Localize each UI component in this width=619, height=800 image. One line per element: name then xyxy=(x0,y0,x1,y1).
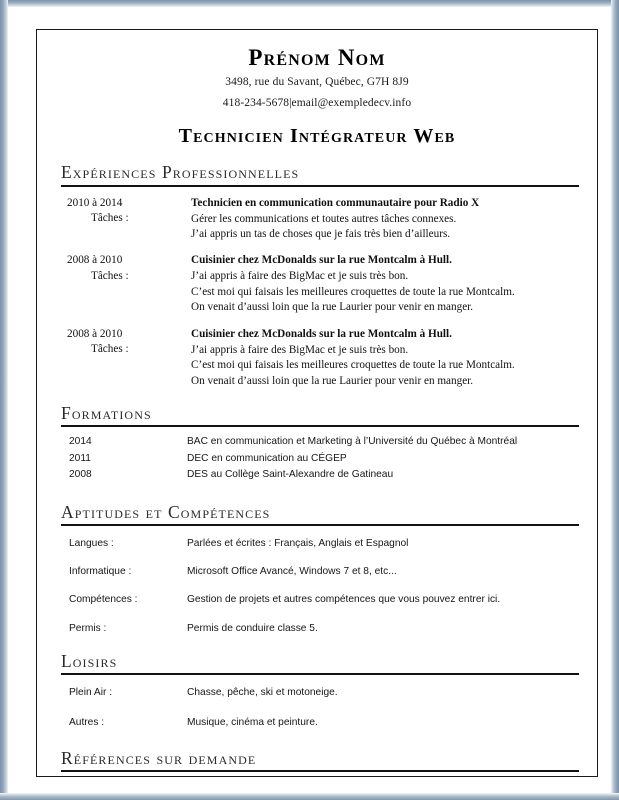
contact-phone-email: 418-234-5678|email@exempledecv.info xyxy=(222,96,412,109)
job-title: Technicien Intégrateur Web xyxy=(178,125,456,148)
experience-period-column xyxy=(61,196,191,243)
formation-year: 2014 xyxy=(69,436,92,448)
window-edge-left xyxy=(0,0,8,800)
page-sheet xyxy=(8,7,611,793)
section-rule-aptitudes xyxy=(61,524,579,526)
experience-period: 2008 à 2010 xyxy=(67,254,123,267)
experience-period-column xyxy=(61,253,191,315)
experience-period-column xyxy=(61,327,191,389)
experience-detail-column xyxy=(191,327,579,389)
loisir-value: Chasse, pêche, ski et motoneige. xyxy=(187,687,338,699)
experience-task-line: J’ai appris à faire des BigMac et je suis très bon. xyxy=(191,270,409,283)
aptitude-value: Parlées et écrites : Français, Anglais et Espagnol xyxy=(187,537,409,549)
experience-task-line: Gérer les communications et toutes autres tâches connexes. xyxy=(191,212,457,225)
spacer xyxy=(37,484,597,490)
page-title: Prénom Nom xyxy=(248,45,386,70)
section-rule-experiences xyxy=(61,185,579,187)
experience-detail-column xyxy=(191,253,579,315)
section-references xyxy=(61,748,579,772)
aptitude-label: Informatique : xyxy=(69,566,132,578)
aptitude-label: Langues : xyxy=(69,537,114,549)
spacer xyxy=(37,389,597,403)
aptitude-label: Compétences : xyxy=(69,594,138,606)
formation-row xyxy=(61,467,579,484)
formation-detail: BAC en communication et Marketing à l’Université du Québec à Montréal xyxy=(187,436,518,448)
formation-row xyxy=(61,451,579,468)
loisir-label: Autres : xyxy=(69,716,105,728)
experience-entry xyxy=(61,253,579,315)
experience-task-line: On venait d’aussi loin que la rue Laurier pour venir en manger. xyxy=(191,374,474,387)
aptitude-row xyxy=(61,564,579,579)
formation-row xyxy=(61,434,579,451)
experience-entry xyxy=(61,196,579,243)
section-experiences xyxy=(61,162,579,389)
experience-period: 2010 à 2014 xyxy=(67,196,123,209)
section-heading-loisirs: Loisirs xyxy=(61,651,118,672)
loisir-row xyxy=(61,685,579,700)
formation-detail: DEC en communication au CÉGEP xyxy=(187,452,347,464)
experience-tasks-label: Tâches : xyxy=(91,269,129,282)
experience-role: Cuisinier chez McDonalds sur la rue Montcalm à Hull. xyxy=(191,254,452,267)
loisir-value: Musique, cinéma et peinture. xyxy=(187,716,318,728)
formation-year: 2008 xyxy=(69,469,92,481)
contact-address: 3498, rue du Savant, Québec, G7H 8J9 xyxy=(225,76,409,89)
experience-detail-column xyxy=(191,196,579,243)
experience-period: 2008 à 2010 xyxy=(67,327,123,340)
aptitude-row xyxy=(61,536,579,551)
aptitude-value: Gestion de projets et autres compétences que vous pouvez entrer ici. xyxy=(187,594,501,606)
experience-tasks-label: Tâches : xyxy=(91,343,129,356)
section-heading-experiences: Expériences Professionnelles xyxy=(61,162,300,183)
aptitude-value: Microsoft Office Avancé, Windows 7 et 8, etc... xyxy=(187,566,397,578)
window-edge-right xyxy=(611,0,619,800)
resume-content xyxy=(37,30,597,776)
section-formations xyxy=(61,403,579,484)
loisir-row xyxy=(61,715,579,730)
window-edge-bottom xyxy=(0,793,619,800)
experience-task-line: C’est moi qui faisais les meilleures croquettes de toute la rue Montcalm. xyxy=(191,285,515,298)
aptitudes-list xyxy=(61,536,579,636)
section-heading-aptitudes: Aptitudes et Compétences xyxy=(61,501,271,522)
loisirs-list xyxy=(61,685,579,730)
experience-role: Technicien en communication communautaire pour Radio X xyxy=(191,196,480,209)
experience-task-line: J’ai appris un tas de choses que je fais très bien d’ailleurs. xyxy=(191,228,451,241)
section-aptitudes xyxy=(61,502,579,636)
aptitude-value: Permis de conduire classe 5. xyxy=(187,622,318,634)
experience-tasks-label: Tâches : xyxy=(91,212,129,225)
experience-task-line: C’est moi qui faisais les meilleures croquettes de toute la rue Montcalm. xyxy=(191,359,515,372)
formation-year: 2011 xyxy=(69,452,91,464)
section-rule-loisirs xyxy=(61,673,579,675)
experience-task-line: J’ai appris à faire des BigMac et je suis très bon. xyxy=(191,343,409,356)
experience-role: Cuisinier chez McDonalds sur la rue Montcalm à Hull. xyxy=(191,327,452,340)
aptitude-row xyxy=(61,621,579,636)
aptitude-label: Permis : xyxy=(69,622,107,634)
window-edge-top xyxy=(0,0,619,7)
experience-entry xyxy=(61,327,579,389)
aptitude-row xyxy=(61,592,579,607)
experience-task-line: On venait d’aussi loin que la rue Laurier pour venir en manger. xyxy=(191,301,474,314)
section-loisirs xyxy=(61,651,579,730)
formations-list xyxy=(61,434,579,484)
formation-detail: DES au Collège Saint-Alexandre de Gatineau xyxy=(187,469,394,481)
section-heading-references: Références sur demande xyxy=(61,747,257,768)
section-heading-formations: Formations xyxy=(61,403,152,424)
loisir-label: Plein Air : xyxy=(69,687,113,699)
section-rule-formations xyxy=(61,425,579,427)
section-rule-references xyxy=(61,770,579,772)
